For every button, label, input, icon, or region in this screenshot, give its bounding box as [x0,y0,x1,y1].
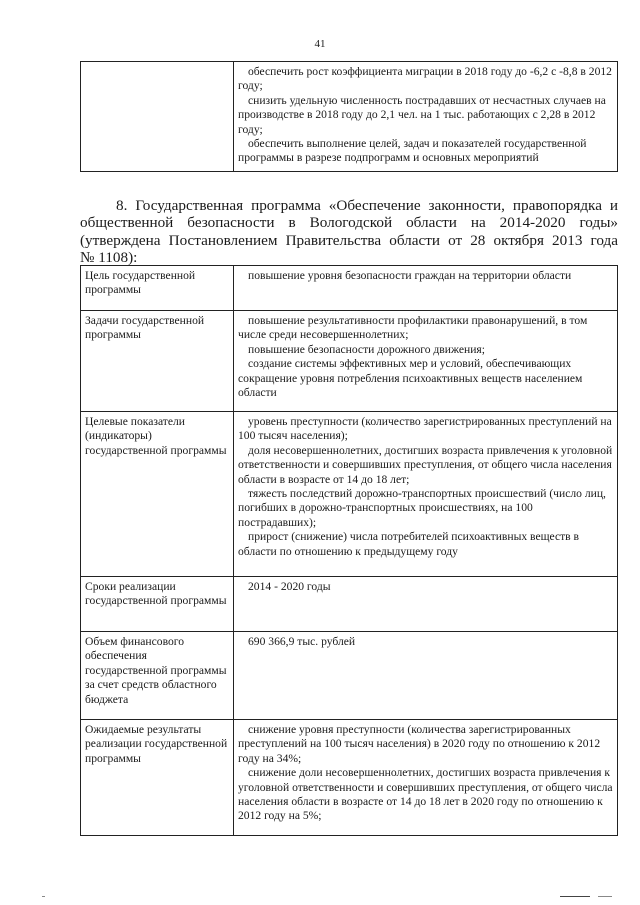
row-value [234,266,618,311]
cell-line: повышение безопасности дорожного движения; [248,342,485,356]
table-row [81,577,618,632]
scan-mark [598,896,612,897]
cell-line: снижение доли несовершеннолетних, достигших возраста привлечения к уголовной ответственности и совершивших преступления, от общего числа населения области в возрасте от 14 до 18 лет в 2020 году по отношению к 2012 году на 5%; [238,766,613,823]
value-cell [234,62,618,172]
table-row [81,632,618,720]
row-label: Целевые показатели (индикаторы) государственной программы [81,412,234,577]
continued-table [80,61,618,172]
cell-line: обеспечить рост коэффициента миграции в 2018 году до -6,2 с -8,8 в 2012 году; [238,65,612,93]
heading-line: общественной безопасности в Вологодской области на 2014-2020 годы» [80,214,618,232]
table-row [81,311,618,412]
heading-line: (утверждена Постановлением Правительства области от 28 октября 2013 года [80,231,618,249]
row-value [234,632,618,720]
cell-line: 2014 - 2020 годы [248,580,331,593]
row-label: Объем финансового обеспечения государственной программы за счет средств областного бюджета [81,632,234,720]
row-label: Задачи государственной программы [81,311,234,412]
cell-line: снизить удельную численность пострадавших от несчастных случаев на производстве в 2018 году до 2,1 чел. на 1 тыс. работающих с 2,28 в 2012 году; [238,93,606,136]
section-heading [80,197,618,267]
table-row [81,412,618,577]
cell-line: повышение результативности профилактики правонарушений, в том числе среди несовершеннолетних; [238,314,588,342]
row-label: Ожидаемые результаты реализации государственной программы [81,720,234,836]
scan-mark [42,896,45,897]
heading-line: № 1108): [80,249,138,267]
cell-line: обеспечить выполнение целей, задач и показателей государственной программы в разрезе подпрограмм и основных мероприятий [238,137,587,165]
cell-line: создание системы эффективных мер и условий, обеспечивающих сокращение уровня потребления психоактивных веществ населением области [238,357,583,400]
cell-line: уровень преступности (количество зарегистрированных преступлений на 100 тысяч населения); [238,415,612,443]
page-number: 41 [314,38,326,50]
cell-line: 690 366,9 тыс. рублей [248,635,356,648]
row-label: Цель государственной программы [81,266,234,311]
table-row [81,266,618,311]
cell-line: тяжесть последствий дорожно-транспортных происшествий (число лиц, погибших в дорожно-транспортных происшествиях, на 100 пострадавших); [238,487,606,529]
empty-label-cell [81,62,234,172]
cell-line: снижение уровня преступности (количества зарегистрированных преступлений на 100 тысяч населения) в 2020 году по отношению к 2012 году на 34%; [238,723,601,765]
table-row [81,62,618,172]
row-value [234,577,618,632]
row-value [234,311,618,412]
program-passport-table [80,265,618,836]
heading-line: 8. Государственная программа «Обеспечение законности, правопорядка и [116,197,618,214]
table-row [81,720,618,836]
cell-line: прирост (снижение) числа потребителей психоактивных веществ в области по отношению к предыдущему году [238,530,580,558]
row-value [234,412,618,577]
scan-mark [560,896,590,897]
cell-line: доля несовершеннолетних, достигших возраста привлечения к уголовной ответственности и совершивших преступления, от общего числа населения области в возрасте от 14 до 18 лет; [238,443,613,486]
cell-line: повышение уровня безопасности граждан на территории области [248,269,572,282]
row-value [234,720,618,836]
row-label: Сроки реализации государственной программы [81,577,234,632]
